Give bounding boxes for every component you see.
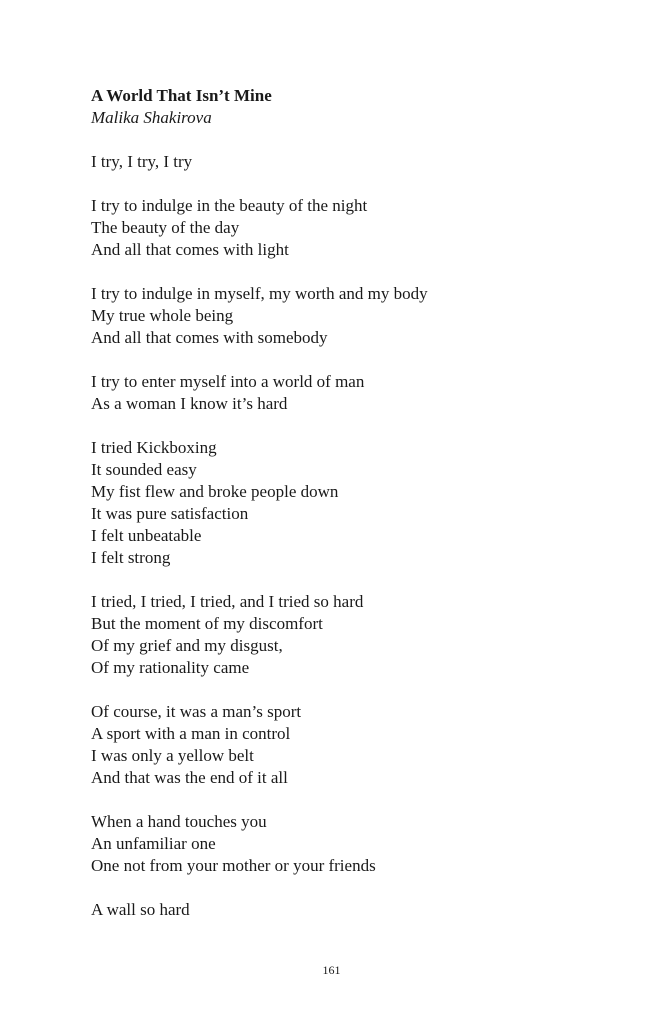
stanza [91,283,611,349]
poem-line: I try to indulge in myself, my worth and my body [91,284,428,303]
poem-line: A sport with a man in control [91,724,291,743]
poem-line: I try, I try, I try [91,152,193,171]
poem-line: Of my rationality came [91,658,250,677]
poem-line: Of course, it was a man’s sport [91,702,302,721]
stanza [91,195,611,261]
stanza [91,811,611,877]
poem-line: As a woman I know it’s hard [91,394,288,413]
poem-line: I was only a yellow belt [91,746,254,765]
poem-line: I tried Kickboxing [91,438,217,457]
stanza [91,151,611,173]
poem-line: And all that comes with light [91,240,289,259]
poem-line: I felt strong [91,548,171,567]
poem-line: It was pure satisfaction [91,504,249,523]
poem-line: My fist flew and broke people down [91,482,339,501]
stanza [91,437,611,569]
poem-line: One not from your mother or your friends [91,856,376,875]
stanza [91,371,611,415]
poem-line: Of my grief and my disgust, [91,636,283,655]
poem-line: When a hand touches you [91,812,267,831]
poem-line: The beauty of the day [91,218,240,237]
poem [91,85,611,943]
poem-line: And all that comes with somebody [91,328,328,347]
poem-line: I tried, I tried, I tried, and I tried so hard [91,592,364,611]
poem-author: Malika Shakirova [91,108,212,127]
poem-title: A World That Isn’t Mine [91,86,272,105]
poem-line: An unfamiliar one [91,834,216,853]
poem-line: And that was the end of it all [91,768,288,787]
stanza [91,591,611,679]
poem-line: I try to indulge in the beauty of the night [91,196,368,215]
poem-line: It sounded easy [91,460,197,479]
poem-line: I try to enter myself into a world of man [91,372,365,391]
poem-line: But the moment of my discomfort [91,614,323,633]
page-number: 161 [322,963,341,977]
poem-line: I felt unbeatable [91,526,202,545]
stanza [91,701,611,789]
poem-line: My true whole being [91,306,234,325]
stanza [91,899,611,921]
poem-line: A wall so hard [91,900,190,919]
